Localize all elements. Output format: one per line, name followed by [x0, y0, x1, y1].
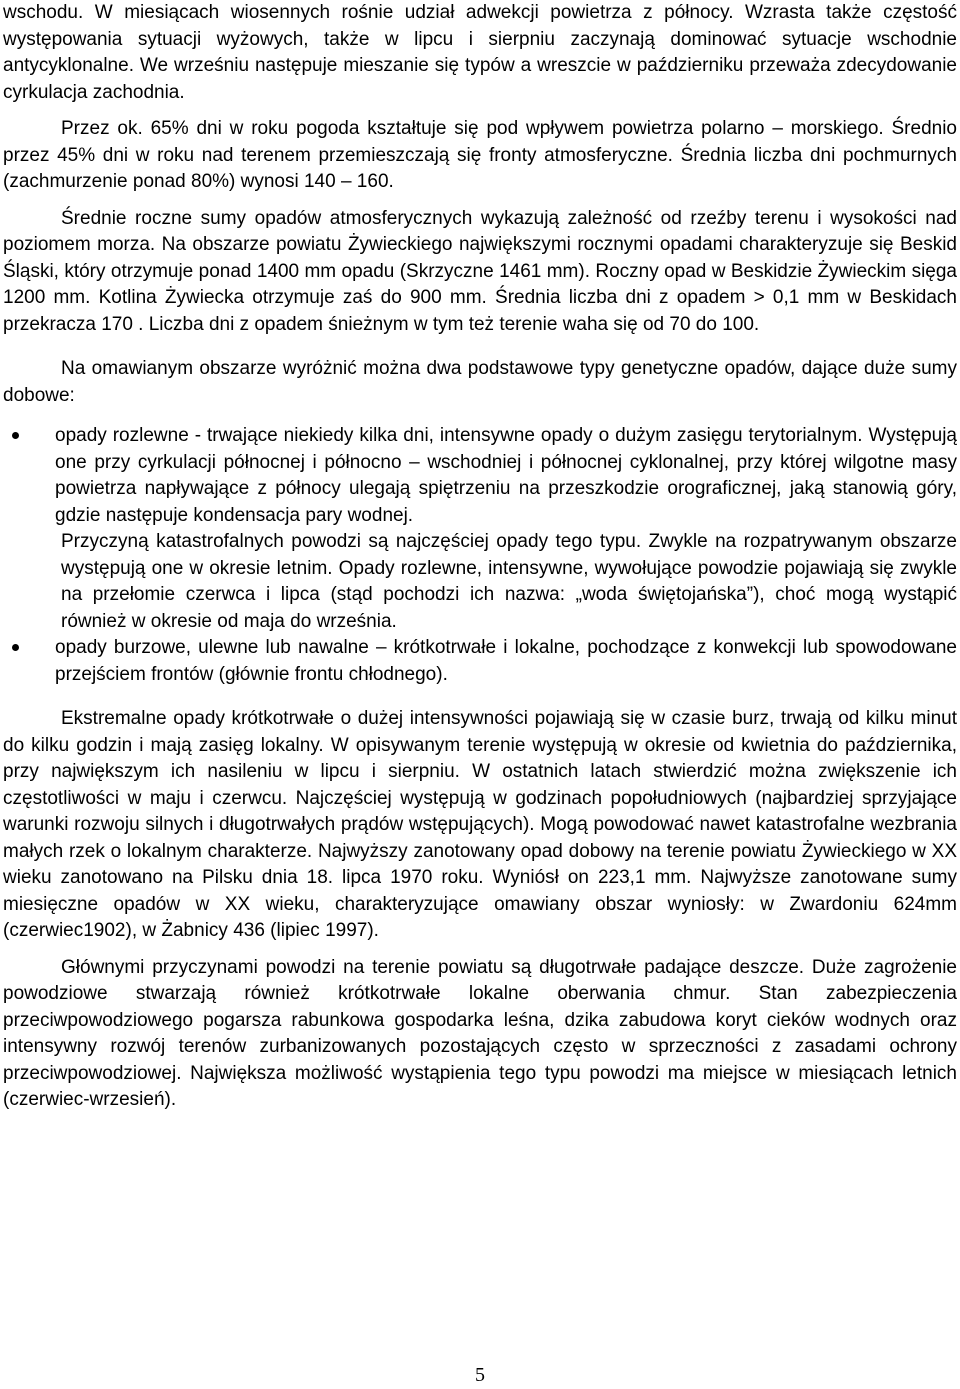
page-number: 5 — [475, 1364, 485, 1386]
bullet-icon — [12, 635, 32, 662]
list-item-text: opady rozlewne - trwające niekiedy kilka dni, intensywne opady o dużym zasięgu terytorialnym. Występują one przy cyrkulacji północnej i północno – wschodniej i północnej cyklonalnej, przy której wilgotne masy powietrza napływające z północy ulegają spiętrzeniu na przeszkodzie orograficznej, jaką stanowią góry, gdzie następuje kondensacja pary wodnej. — [55, 425, 957, 526]
precipitation-types-list — [3, 423, 957, 688]
list-item-continuous-rain — [3, 423, 957, 529]
paragraph-precipitation-types-intro: Na omawianym obszarze wyróżnić można dwa podstawowe typy genetyczne opadów, dające duże sumy dobowe: — [3, 358, 957, 406]
paragraph-catastrophic-floods: Przyczyną katastrofalnych powodzi są najczęściej opady tego typu. Zwykle na rozpatrywanym obszarze występują one w okresie letnim. Opady rozlewne, intensywne, wywołujące powodzie pojawiają się zwykle na przełomie czerwca i lipca (stąd pochodzi ich nazwa: „woda świętojańska”), choć mogą wystąpić również w okresie od maja do września. — [61, 531, 957, 632]
paragraph-air-masses: Przez ok. 65% dni w roku pogoda kształtuje się pod wpływem powietrza polarno – morskiego. Średnio przez 45% dni w roku nad terenem przemieszczają się fronty atmosferyczne. Średnia liczba dni pochmurnych (zachmurzenie ponad 80%) wynosi 140 – 160. — [3, 118, 957, 192]
bullet-icon — [12, 423, 32, 450]
document-page — [3, 0, 957, 1114]
list-item-text: opady burzowe, ulewne lub nawalne – krótkotrwałe i lokalne, pochodzące z konwekcji lub spowodowane przejściem frontów (głównie frontu chłodnego). — [55, 637, 957, 685]
list-item-storm-rain — [3, 635, 957, 688]
paragraph-extreme-rainfall: Ekstremalne opady krótkotrwałe o dużej intensywności pojawiają się w czasie burz, trwają od kilku minut do kilku godzin i mają zasięg lokalny. W opisywanym terenie występują w okresie od kwietnia do października, przy największym ich nasileniu w lipcu i sierpniu. W ostatnich latach stwierdzić można zwiększenie ich częstotliwości w maju i czerwcu. Najczęściej występują w godzinach popołudniowych (najbardziej sprzyjające warunki rozwoju silnych i długotrwałych prądów wstępujących). Mogą powodować nawet katastrofalne wezbrania małych rzek o lokalnym charakterze. Najwyższy zanotowany opad dobowy na terenie powiatu Żywieckiego w XX wieku zanotowano na Pilsku dnia 18. lipca 1970 roku. Wyniósł on 223,1 mm. Najwyższe zanotowane sumy miesięczne opadów w XX wieku, charakteryzujące omawiany obszar wyniosły: w Zwardoniu 624mm (czerwiec1902), w Żabnicy 436 (lipiec 1997). — [3, 708, 957, 941]
paragraph-flood-causes: Głównymi przyczynami powodzi na terenie powiatu są długotrwałe padające deszcze. Duże zagrożenie powodziowe stwarzają również krótkotrwałe lokalne oberwania chmur. Stan zabezpieczenia przeciwpowodziowego pogarsza rabunkowa gospodarka leśna, dzika zabudowa koryt cieków wodnych oraz intensywny rozwój terenów zurbanizowanych pozostających często w sprzeczności z zasadami ochrony przeciwpowodziowej. Największa możliwość wystąpienia tego typu powodzi ma miejsce w miesiącach letnich (czerwiec-wrzesień). — [3, 956, 957, 1110]
paragraph-precipitation-sums: Średnie roczne sumy opadów atmosferycznych wykazują zależność od rzeźby terenu i wysokości nad poziomem morza. Na obszarze powiatu Żywieckiego największymi rocznymi opadami charakteryzuje się Beskid Śląski, który otrzymuje ponad 1400 mm opadu (Skrzyczne 1461 mm). Roczny opad w Beskidzie Żywieckim sięga 1200 mm. Kotlina Żywiecka otrzymuje zaś do 900 mm. Średnia liczba dni z opadem > 0,1 mm w Beskidach przekracza 170 . Liczba dni z opadem śnieżnym w tym też terenie waha się od 70 do 100. — [3, 207, 957, 335]
paragraph-circulation: wschodu. W miesiącach wiosennych rośnie udział adwekcji powietrza z północy. Wzrasta także częstość występowania sytuacji wyżowych, także w lipcu i sierpniu zaczynają dominować sytuacje wschodnie antycyklonalne. We wrześniu następuje mieszanie się typów a wreszcie w październiku przeważa zdecydowanie cyrkulacja zachodnia. — [3, 2, 957, 103]
